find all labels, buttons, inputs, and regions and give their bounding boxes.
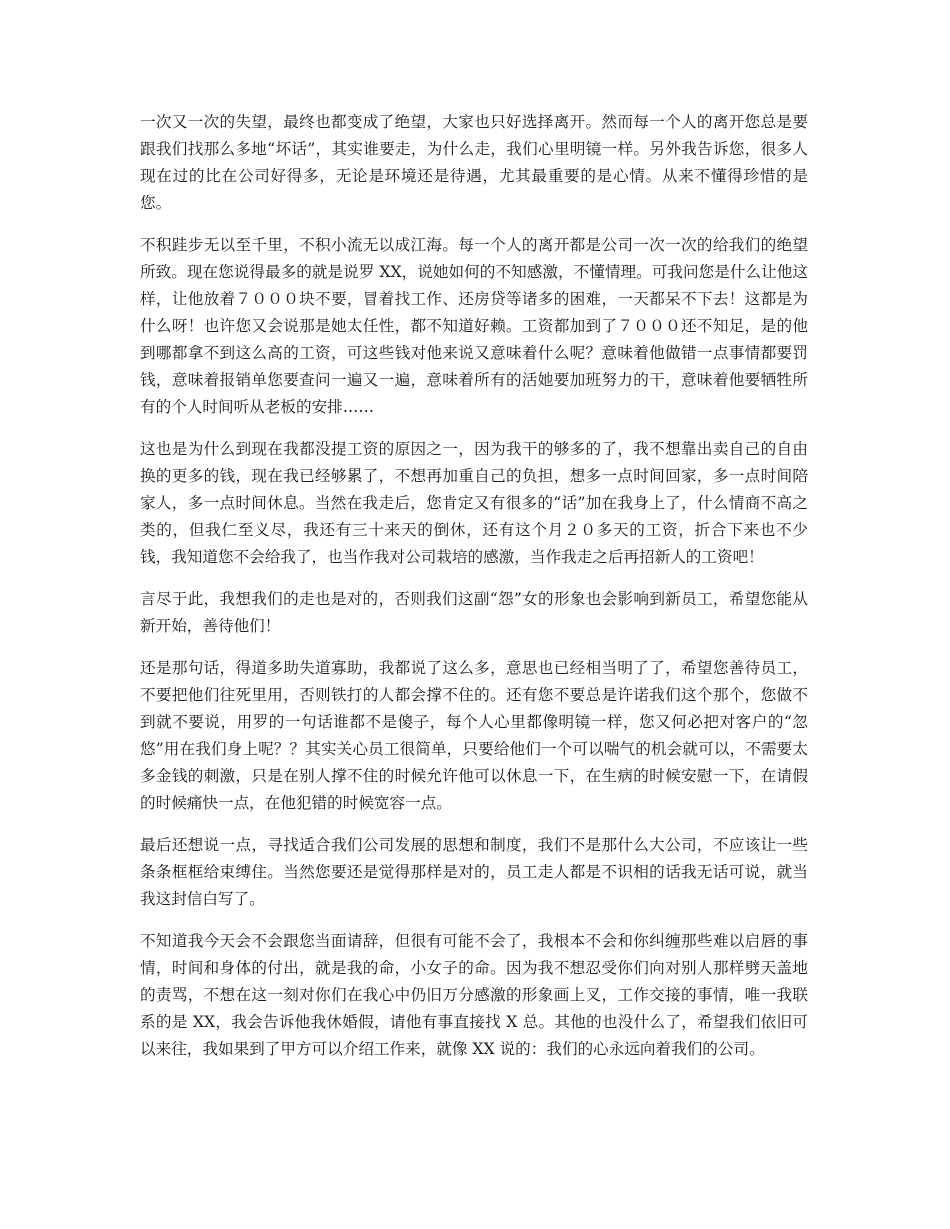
paragraph-2: 不积跬步无以至千里，不积小流无以成江海。每一个人的离开都是公司一次一次的给我们的绝望所致。现在您说得最多的就是说罗 XX，说她如何的不知感激，不懂情理。可我问您是什么让他这样，让他放着７０００块不要，冒着找工作、还房贷等诸多的困难，一天都呆不下去！这都是为什么呀！也许您又会说那是她太任性，都不知道好赖。工资都加到了７０００还不知足，是的他到哪都拿不到这么高的工资，可这些钱对他来说又意味着什么呢？意味着他做错一点事情都要罚钱，意味着报销单您要查问一遍又一遍，意味着所有的活她要加班努力的干，意味着他要牺牲所有的个人时间听从老板的安排…… [140,236,808,416]
paragraph-3: 这也是为什么到现在我都没提工资的原因之一，因为我干的够多的了，我不想靠出卖自己的自由换的更多的钱，现在我已经够累了，不想再加重自己的负担，想多一点时间回家，多一点时间陪家人，多一点时间休息。当然在我走后，您肯定又有很多的“话”加在我身上了，什么情商不高之类的，但我仁至义尽，我还有三十来天的倒休，还有这个月２０多天的工资，折合下来也不少钱，我知道您不会给我了，也当作我对公司栽培的感激，当作我走之后再招新人的工资吧！ [140,440,808,566]
paragraph-5: 还是那句话，得道多助失道寡助，我都说了这么多，意思也已经相当明了了，希望您善待员工，不要把他们往死里用，否则铁打的人都会撑不住的。还有您不要总是许诺我们这个那个，您做不到就不要说，用罗的一句话谁都不是傻子，每个人心里都像明镜一样，您又何必把对客户的“忽悠”用在我们身上呢？？其实关心员工很简单，只要给他们一个可以喘气的机会就可以，不需要太多金钱的刺激，只是在别人撑不住的时候允许他可以休息一下，在生病的时候安慰一下，在请假的时候痛快一点，在他犯错的时候宽容一点。 [140,659,808,812]
document-body [140,109,808,1078]
paragraph-1: 一次又一次的失望，最终也都变成了绝望，大家也只好选择离开。然而每一个人的离开您总是要跟我们找那么多地“坏话”，其实谁要走，为什么走，我们心里明镜一样。另外我告诉您，很多人现在过的比在公司好得多，无论是环境还是待遇，尤其最重要的是心情。从来不懂得珍惜的是您。 [140,113,808,212]
paragraph-6: 最后还想说一点，寻找适合我们公司发展的思想和制度，我们不是那什么大公司，不应该让一些条条框框给束缚住。当然您要还是觉得那样是对的，员工走人都是不识相的话我无话可说，就当我这封信白写了。 [140,836,808,908]
paragraph-4: 言尽于此，我想我们的走也是对的，否则我们这副“怨”女的形象也会影响到新员工，希望您能从新开始，善待他们！ [140,590,808,635]
paragraph-7: 不知道我今天会不会跟您当面请辞，但很有可能不会了，我根本不会和你纠缠那些难以启唇的事情，时间和身体的付出，就是我的命，小女子的命。因为我不想忍受你们向对别人那样劈天盖地的责骂，不想在这一刻对你们在我心中仍旧万分感激的形象画上叉，工作交接的事情，唯一我联系的是 XX，我会告诉他我休婚假，请他有事直接找 X 总。其他的也没什么了，希望我们依旧可以来往，我如果到了甲方可以介绍工作来，就像 XX 说的：我们的心永远向着我们的公司。 [140,932,808,1058]
